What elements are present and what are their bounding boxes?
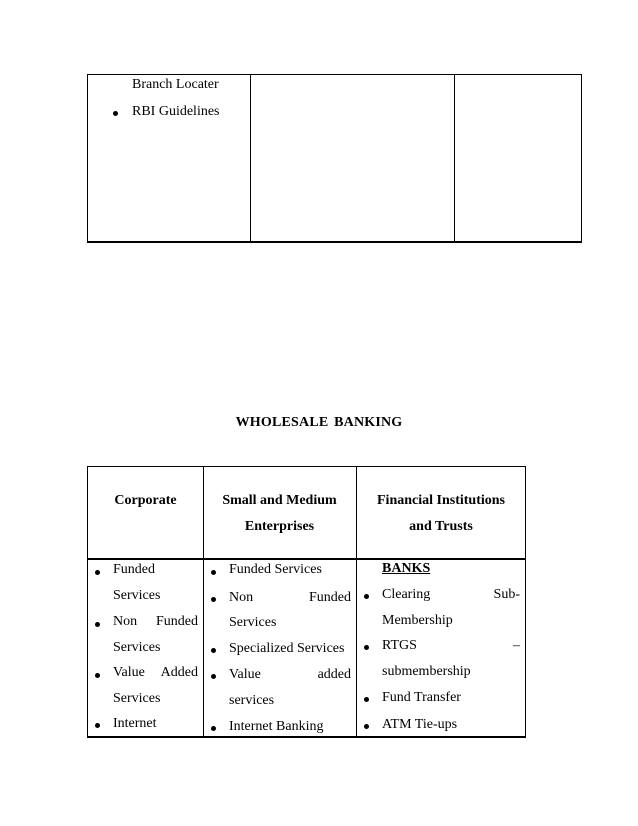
list-item-text: added	[317, 667, 351, 682]
bullet-icon	[95, 570, 100, 575]
list-item: ATM Tie-ups	[382, 717, 458, 732]
bullet-icon	[211, 674, 216, 679]
bullet-icon	[364, 697, 369, 702]
list-item-text: Value	[229, 667, 261, 682]
list-item-text: RTGS	[382, 638, 417, 653]
bullet-icon	[211, 570, 216, 575]
list-item: services	[229, 693, 275, 708]
bullet-icon	[95, 622, 100, 627]
wholesale-table	[87, 466, 526, 738]
bullet-icon	[364, 724, 369, 729]
list-item	[113, 614, 198, 630]
top-table-col-1	[88, 75, 251, 241]
list-item-text: Added	[160, 665, 198, 680]
bullet-icon	[364, 645, 369, 650]
header-divider	[88, 558, 525, 560]
bullet-icon	[211, 597, 216, 602]
list-item	[382, 638, 520, 654]
list-item: Services	[113, 588, 161, 603]
list-item	[382, 587, 520, 603]
list-item-text: Value	[113, 665, 145, 680]
header-fi-line1: Financial Institutions	[377, 493, 505, 508]
list-item: RBI Guidelines	[132, 104, 220, 119]
list-item: submembership	[382, 664, 471, 679]
header-sme-line1: Small and Medium	[222, 493, 337, 508]
list-item: Branch Locater	[132, 77, 219, 92]
list-item: Services	[113, 691, 161, 706]
list-item: Fund Transfer	[382, 690, 461, 705]
header-sme-line2: Enterprises	[244, 519, 315, 534]
bullet-icon	[95, 673, 100, 678]
list-item-text: Non	[229, 590, 254, 605]
list-item	[229, 590, 351, 606]
list-item: Internet Banking	[229, 719, 324, 734]
list-item-text: Clearing	[382, 587, 431, 602]
list-item: Specialized Services	[229, 641, 345, 656]
list-item	[229, 667, 351, 683]
list-item: Services	[229, 615, 277, 630]
bullet-icon	[113, 111, 118, 116]
bullet-icon	[211, 726, 216, 731]
bullet-icon	[95, 723, 100, 728]
list-item-text: Non	[113, 614, 138, 629]
list-item: Membership	[382, 613, 453, 628]
banks-label: BANKS	[382, 561, 431, 576]
header-fi-line2: and Trusts	[409, 519, 473, 534]
list-item: Funded Services	[229, 562, 322, 577]
bullet-icon	[211, 648, 216, 653]
list-item-text: Sub-	[493, 587, 520, 602]
list-item-text: –	[513, 638, 520, 653]
list-item: Internet	[113, 716, 157, 731]
section-heading: WHOLESALE BANKING	[235, 415, 403, 430]
list-item-text: Funded	[309, 590, 351, 605]
bullet-icon	[364, 594, 369, 599]
list-item	[113, 665, 198, 681]
header-corporate: Corporate	[114, 493, 177, 508]
list-item: Services	[113, 640, 161, 655]
top-table	[87, 74, 582, 243]
top-table-col-2	[250, 75, 455, 241]
list-item: Funded	[113, 562, 155, 577]
list-item-text: Funded	[156, 614, 198, 629]
